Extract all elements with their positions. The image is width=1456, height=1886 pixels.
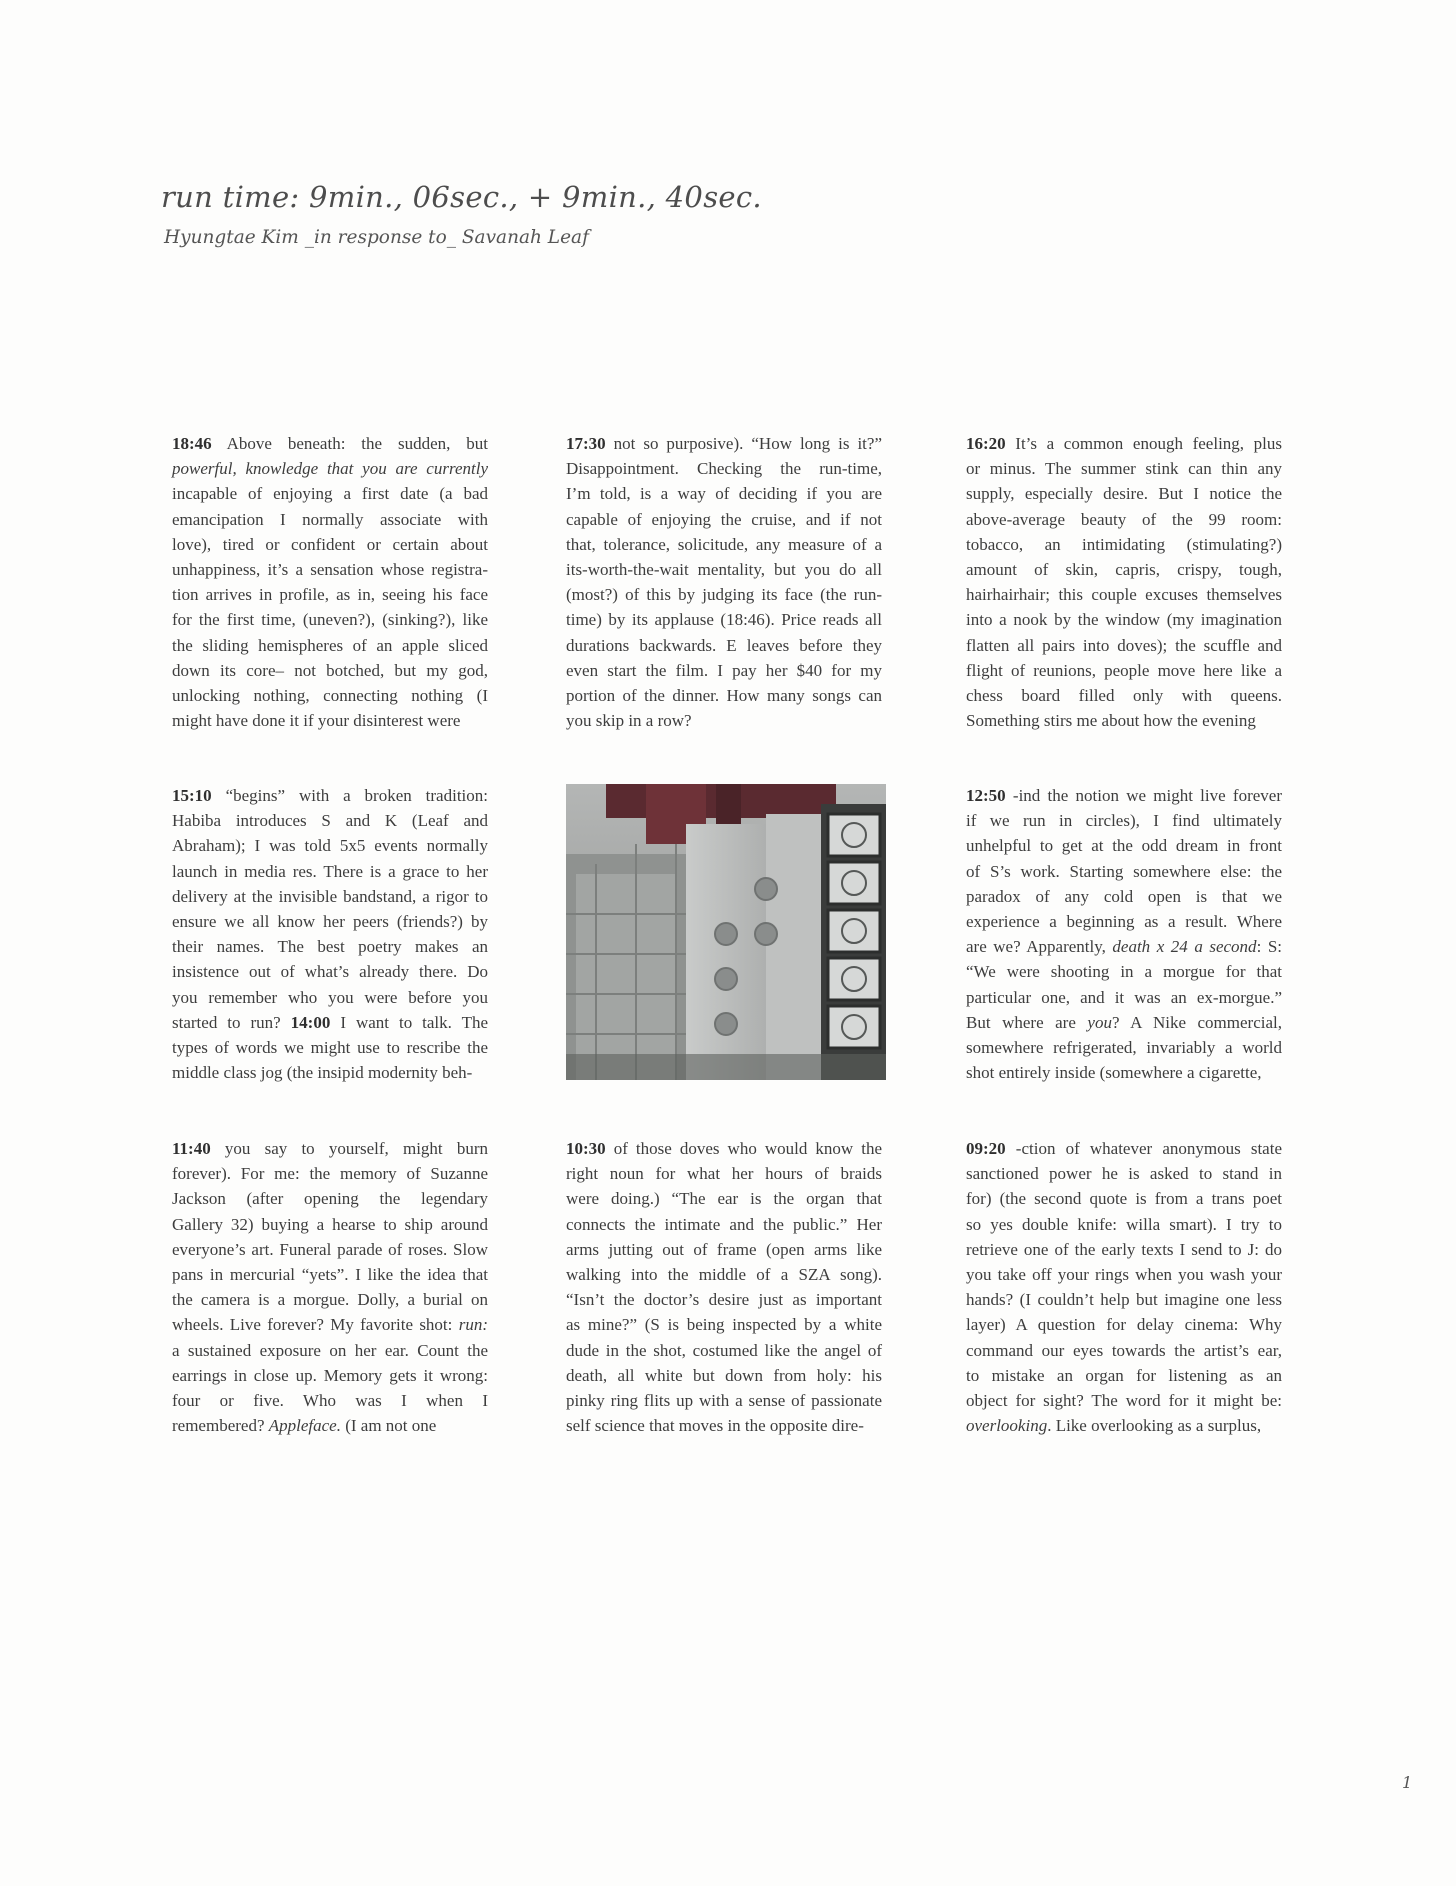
text-line: ensure we all know her peers (friends?) by — [172, 912, 488, 932]
timestamp: 09:20 — [966, 1139, 1006, 1158]
text-line: not so purposive). “How long is it?” — [605, 434, 882, 453]
timestamp: 16:20 — [966, 434, 1006, 453]
text-line: if we run in circles), I find ultimately — [966, 811, 1282, 831]
text-line: a sustained exposure on her ear. Count the — [172, 1340, 488, 1360]
timestamp: 12:50 — [966, 786, 1006, 805]
timestamp: 18:46 — [172, 434, 212, 453]
text-line: delivery at the invisible bandstand, a rigor to — [172, 886, 488, 906]
text-block-1030 — [566, 1136, 882, 1438]
text-line: amount of skin, capris, crispy, tough, — [966, 560, 1282, 580]
text-line: insistence out of what’s already there. Do — [172, 962, 488, 982]
text-block-1140 — [172, 1136, 488, 1438]
text-line: hands? (I couldn’t help but imagine one less — [966, 1290, 1282, 1310]
text-line: shot entirely inside (somewhere a cigarette, — [966, 1063, 1262, 1083]
text-line: sanctioned power he is asked to stand in — [966, 1164, 1282, 1184]
text-line: four or five. Who was I when I — [172, 1391, 488, 1411]
text-line: Habiba introduces S and K (Leaf and — [172, 811, 488, 831]
text-line: down its core– not botched, but my god, — [172, 660, 488, 680]
text-line: command our eyes towards the artist’s ear, — [966, 1340, 1282, 1360]
text-line: object for sight? The word for it might be: — [966, 1391, 1282, 1411]
text-line: pinky ring flits up with a sense of passionate — [566, 1391, 882, 1411]
text-line: right noun for what her hours of braids — [566, 1164, 882, 1184]
text-line: I’m told, is a way of deciding if you are — [566, 484, 882, 504]
text-block-1620 — [966, 431, 1282, 733]
text-line: It’s a common enough feeling, plus — [1005, 434, 1282, 453]
text-line: chess board filled only with queens. — [966, 686, 1282, 706]
text-line: were doing.) “The ear is the organ that — [566, 1189, 882, 1209]
text-line: launch in media res. There is a grace to her — [172, 861, 488, 881]
text-line: you take off your rings when you wash your — [966, 1265, 1282, 1285]
text-line: the sliding hemispheres of an apple sliced — [172, 635, 488, 655]
text-line: of those doves who would know the — [605, 1139, 882, 1158]
text-line: that, tolerance, solicitude, any measure of a — [566, 534, 882, 554]
text-line: even start the film. I pay her $40 for my — [566, 660, 882, 680]
text-line: flight of reunions, people move here like a — [966, 660, 1282, 680]
text-line: But where are — [966, 1012, 1088, 1032]
text-block-1730 — [566, 431, 882, 733]
text-line: its-worth-the-wait mentality, but you do all — [566, 560, 882, 580]
text-line: unlocking nothing, connecting nothing (I — [172, 686, 488, 706]
text-line: tion arrives in profile, as in, seeing his face — [172, 585, 488, 605]
text-line: Disappointment. Checking the run-time, — [566, 459, 882, 479]
text-line: (most?) of this by judging its face (the run- — [566, 585, 882, 605]
timestamp: 15:10 — [172, 786, 212, 805]
text-line: love), tired or confident or certain about — [172, 534, 488, 554]
text-line: wheels. Live forever? My favorite shot: — [172, 1315, 459, 1335]
text-line: capable of enjoying the cruise, and if not — [566, 509, 882, 529]
text-line: above-average beauty of the 99 room: — [966, 509, 1282, 529]
text-line: self science that moves in the opposite dire- — [566, 1416, 864, 1436]
text-line: death x 24 a second — [1112, 937, 1257, 957]
text-line: you skip in a row? — [566, 711, 692, 731]
text-line: forever). For me: the memory of Suzanne — [172, 1164, 488, 1184]
text-line: everyone’s art. Funeral parade of roses. Slow — [172, 1239, 488, 1259]
text-line: or minus. The summer stink can thin any — [966, 459, 1282, 479]
text-line: as mine?” (S is being inspected by a white — [566, 1315, 882, 1335]
text-line: retrieve one of the early texts I send to J: do — [966, 1239, 1282, 1259]
text-line: walking into the middle of a SZA song). — [566, 1265, 882, 1285]
text-line: durations backwards. E leaves before they — [566, 635, 882, 655]
text-line: I want to talk. The — [330, 1012, 489, 1032]
text-line: overlooking — [966, 1416, 1048, 1436]
text-line: ? A Nike commercial, — [1111, 1012, 1282, 1032]
text-line: somewhere refrigerated, invariably a world — [966, 1038, 1282, 1058]
text-block-1510 — [172, 783, 488, 1085]
text-line: for) (the second quote is from a trans poet — [966, 1189, 1282, 1209]
text-line: paradox of any cold open is that we — [966, 886, 1282, 906]
text-line: remembered? — [172, 1416, 269, 1436]
text-line: middle class jog (the insipid modernity beh- — [172, 1063, 473, 1083]
byline: Hyungtae Kim _in response to_ Savanah Leaf — [164, 227, 589, 248]
text-line: dude in the shot, costumed like the angel of — [566, 1340, 882, 1360]
text-line: tobacco, an intimidating (stimulating?) — [966, 534, 1282, 554]
text-line: might have done it if your disinterest were — [172, 711, 461, 731]
timestamp: 17:30 — [566, 434, 606, 453]
text-line: connects the intimate and the public.” Her — [566, 1214, 882, 1234]
page-number: 1 — [1402, 1773, 1413, 1792]
building-photo-icon — [566, 784, 886, 1080]
text-line: Above beneath: the sudden, but — [211, 434, 488, 453]
text-line: experience a beginning as a result. Where — [966, 912, 1282, 932]
text-line: are we? Apparently, — [966, 937, 1113, 957]
text-line: time) by its applause (18:46). Price reads all — [566, 610, 882, 630]
text-line: : S: — [1256, 937, 1282, 957]
text-line: so yes double knife: willa smart). I try to — [966, 1214, 1282, 1234]
text-line: to mistake an organ for listening as an — [966, 1365, 1282, 1385]
text-line: flatten all pairs into doves); the scuffle and — [966, 635, 1282, 655]
text-line: supply, especially desire. But I notice the — [966, 484, 1282, 504]
text-line: -ind the notion we might live forever — [1005, 786, 1282, 805]
building-photo — [566, 784, 886, 1080]
text-line: incapable of enjoying a first date (a bad — [172, 484, 488, 504]
text-line: portion of the dinner. How many songs can — [566, 686, 882, 706]
text-line: “We were shooting in a morgue for that — [966, 962, 1282, 982]
text-block-0920 — [966, 1136, 1282, 1438]
text-block-1250 — [966, 783, 1282, 1085]
text-line: you say to yourself, might burn — [210, 1139, 488, 1158]
text-line: started to run? — [172, 1012, 291, 1032]
timestamp: 10:30 — [566, 1139, 606, 1158]
text-line: Appleface. — [268, 1416, 341, 1436]
text-line: Gallery 32) buying a hearse to ship around — [172, 1214, 488, 1234]
text-line: (I am not one — [340, 1416, 437, 1436]
text-line: unhelpful to get at the odd dream in front — [966, 836, 1282, 856]
text-line: emancipation I normally associate with — [172, 509, 488, 529]
text-line: “Isn’t the doctor’s desire just as important — [566, 1290, 882, 1310]
text-line: types of words we might use to rescribe the — [172, 1038, 488, 1058]
text-line: particular one, and it was an ex-morgue.” — [966, 987, 1282, 1007]
text-line: run: — [458, 1315, 488, 1335]
text-line: Jackson (after opening the legendary — [172, 1189, 488, 1209]
text-line: you remember who you were before you — [172, 987, 488, 1007]
page-title: run time: 9min., 06sec., + 9min., 40sec. — [161, 180, 762, 214]
text-line: arms jutting out of frame (open arms like — [566, 1239, 882, 1259]
text-line: pans in mercurial “yets”. I like the idea that — [172, 1265, 488, 1285]
text-line: powerful, knowledge that you are currently — [172, 459, 488, 479]
text-line: earrings in close up. Memory gets it wrong: — [172, 1365, 488, 1385]
text-line: . Like overlooking as a surplus, — [1047, 1416, 1262, 1436]
timestamp: 14:00 — [290, 1012, 331, 1032]
text-block-1846 — [172, 431, 488, 733]
text-line: Abraham); I was told 5x5 events normally — [172, 836, 488, 856]
text-line: for the first time, (uneven?), (sinking?), like — [172, 610, 488, 630]
timestamp: 11:40 — [172, 1139, 211, 1158]
text-line: Something stirs me about how the evening — [966, 711, 1256, 731]
text-line: layer) A question for delay cinema: Why — [966, 1315, 1282, 1335]
text-line: “begins” with a broken tradition: — [211, 786, 488, 805]
text-line: unhappiness, it’s a sensation whose registra- — [172, 560, 488, 580]
text-line: hairhairhair; this couple excuses themselves — [966, 585, 1282, 605]
text-line: -ction of whatever anonymous state — [1005, 1139, 1282, 1158]
text-line: you — [1087, 1012, 1112, 1032]
text-line: their names. The best poetry makes an — [172, 937, 488, 957]
text-line: death, all white but down from holy: his — [566, 1365, 882, 1385]
text-line: into a nook by the window (my imagination — [966, 610, 1282, 630]
text-line: of S’s work. Starting somewhere else: the — [966, 861, 1282, 881]
text-line: the camera is a morgue. Dolly, a burial on — [172, 1290, 488, 1310]
